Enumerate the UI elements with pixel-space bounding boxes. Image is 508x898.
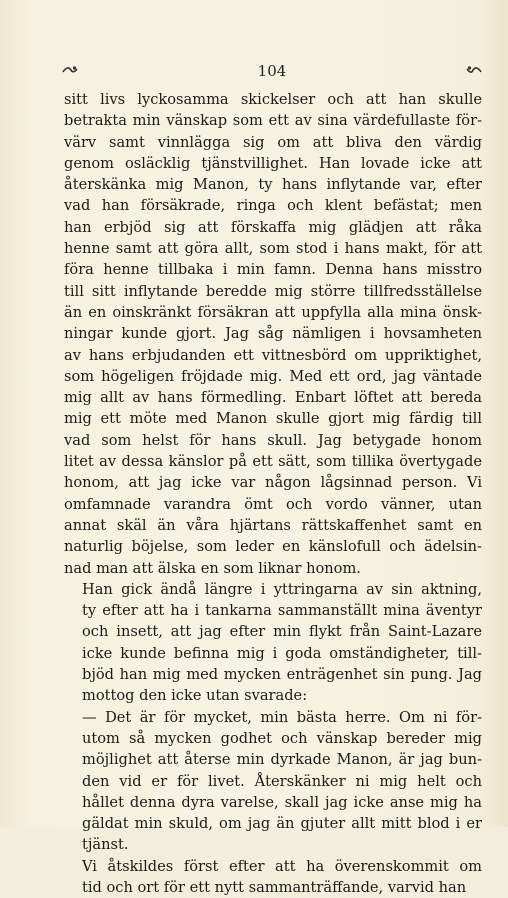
text-line: litet av dessa känslor på ett sätt, som tillika övertygade <box>64 453 482 471</box>
text-line: mig ett möte med Manon skulle gjort mig färdig till <box>64 410 482 428</box>
text-line: tid och ort för ett nytt sammanträffande, varvid han <box>82 878 467 896</box>
text-line: värv samt vinnlägga sig om att bliva den värdig <box>64 133 482 151</box>
text-line: icke kunde befinna mig i goda omständigheter, till- <box>82 644 482 662</box>
text-line: gäldat min skuld, om jag än gjuter allt mitt blod i er <box>82 815 482 833</box>
text-line: genom osläcklig tjänstvillighet. Han lovade icke att <box>64 154 482 172</box>
text-line: vad han försäkrade, ringa och klent befästat; men <box>64 197 482 215</box>
paragraph <box>64 89 482 579</box>
text-line: än en oinskränkt försäkran att uppfylla alla mina önsk- <box>64 303 482 321</box>
text-line: tjänst. <box>82 836 129 854</box>
body-text <box>64 89 482 898</box>
text-line: möjlighet att återse min dyrkade Manon, är jag bun- <box>82 751 482 769</box>
page-number: 104 <box>257 62 287 80</box>
text-line: Han gick ändå längre i yttringarna av sin aktning, <box>82 580 482 598</box>
text-line: Vi åtskildes först efter att ha överenskommit om <box>82 857 482 875</box>
text-line: sitt livs lyckosamma skickelser och att han skulle <box>64 91 482 108</box>
text-line: mig allt av hans förmedling. Enbart löftet att bereda <box>64 389 482 407</box>
text-line: ty efter att ha i tankarna sammanställt mina äventyr <box>82 602 482 620</box>
text-line: av hans erbjudanden ett vittnesbörd om uppriktighet, <box>64 346 482 364</box>
page-header <box>62 62 482 80</box>
paragraph <box>64 707 482 856</box>
text-line: hållet denna dyra varelse, skall jag icke anse mig ha <box>82 793 482 811</box>
text-line: — Det är för mycket, min bästa herre. Om ni för- <box>82 708 482 726</box>
text-line: omfamnade varandra ömt och vordo vänner, utan <box>64 495 482 513</box>
text-line: honom, att jag icke var någon lågsinnad person. Vi <box>64 474 482 492</box>
ornament-right-icon <box>466 64 482 76</box>
text-line: till sitt inflytande beredde mig större tillfredsställelse <box>64 282 482 300</box>
text-line: ningar kunde gjort. Jag såg nämligen i hovsamheten <box>64 325 482 343</box>
text-line: mottog den icke utan svarade: <box>82 687 308 705</box>
text-line: återskänka mig Manon, ty hans inflytande var, efter <box>64 176 482 194</box>
text-line: han erbjöd sig att förskaffa mig glädjen att råka <box>64 218 482 236</box>
text-line: betrakta min vänskap som ett av sina värdefullaste för- <box>64 112 482 130</box>
text-line: bjöd han mig med mycken enträgenhet sin pung. Jag <box>82 666 482 684</box>
text-line: annat skäl än våra hjärtans rättskaffenhet samt en <box>64 516 482 534</box>
text-line: utom så mycken godhet och vänskap bereder mig <box>82 729 482 747</box>
text-line: som högeligen fröjdade mig. Med ett ord, jag väntade <box>64 367 482 385</box>
text-line: föra henne tillbaka i min famn. Denna hans misstro <box>64 261 482 279</box>
text-line: och insett, att jag efter min flykt från Saint-Lazare <box>82 623 482 641</box>
text-line: vad som helst för hans skull. Jag betygade honom <box>64 431 482 449</box>
text-line: nad man att älska en som liknar honom. <box>64 559 361 577</box>
paragraph <box>64 579 482 707</box>
paragraph <box>64 856 482 898</box>
text-line: naturlig böjelse, som leder en känslofull och ädelsin- <box>64 538 482 556</box>
text-line: henne samt att göra allt, som stod i hans makt, för att <box>64 240 482 258</box>
text-line: den vid er för livet. Återskänker ni mig helt och <box>82 772 482 790</box>
